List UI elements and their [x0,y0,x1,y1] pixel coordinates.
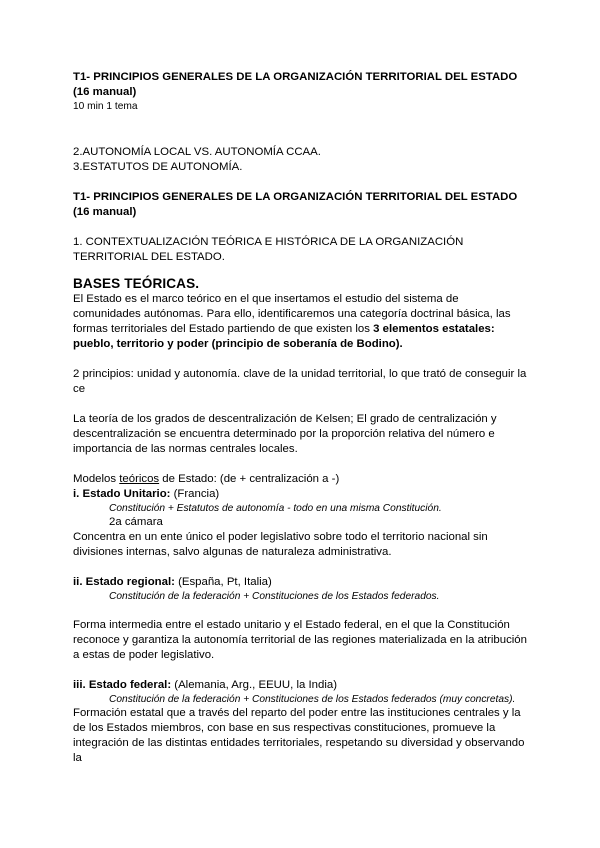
document-title: T1- PRINCIPIOS GENERALES DE LA ORGANIZACIÓN TERRITORIAL DEL ESTADO (16 manual) [73,71,518,98]
model-regional-formula: Constitución de la federación + Constituciones de los Estados federados. [109,591,440,602]
model-regional-label: ii. Estado regional: (España, Pt, Italia) [73,576,272,588]
model-federal-label: iii. Estado federal: (Alemania, Arg., EEUU, la India) [73,679,337,691]
toc-item-3: 3.ESTATUTOS DE AUTONOMÍA. [73,161,243,173]
bases-paragraph-2: 2 principios: unidad y autonomía. clave de la unidad territorial, lo que trató de conseguir la ce [73,368,527,395]
model-federal-description: Formación estatal que a través del reparto del poder entre las instituciones centrales y la de los Estados miembros, con base en sus respectivas constituciones, promueve la integración de las distintas entidades territoriales, respetando su diversidad y observando la [73,707,525,764]
bases-paragraph-3: La teoría de los grados de descentralización de Kelsen; El grado de centralización y descentralización se encuentra determinado por la proporción relativa del número e importancia de las normas centrales locales. [73,413,497,455]
model-regional-description: Forma intermedia entre el estado unitario y el Estado federal, en el que la Constitución reconoce y garantiza la autonomía territorial de las regiones materializada en la atribución a estas de poder legislativo. [73,619,527,661]
models-intro: Modelos teóricos de Estado: (de + centralización a -) [73,473,340,485]
section-title: T1- PRINCIPIOS GENERALES DE LA ORGANIZACIÓN TERRITORIAL DEL ESTADO (16 manual) [73,191,518,218]
section-1-heading: 1. CONTEXTUALIZACIÓN TEÓRICA E HISTÓRICA DE LA ORGANIZACIÓN TERRITORIAL DEL ESTADO. [73,236,464,263]
model-unitario-label: i. Estado Unitario: (Francia) [73,488,220,500]
document-page [73,70,529,766]
model-unitario-extra: 2a cámara [109,516,163,528]
document-meta: 10 min 1 tema [73,101,138,112]
model-unitario-formula: Constitución + Estatutos de autonomía - todo en una misma Constitución. [109,503,442,514]
toc-item-2: 2.AUTONOMÍA LOCAL VS. AUTONOMÍA CCAA. [73,146,321,158]
model-unitario-description: Concentra en un ente único el poder legislativo sobre todo el territorio nacional sin divisiones internas, salvo algunas de naturaleza administrativa. [73,531,488,558]
bases-heading: BASES TEÓRICAS. [73,276,200,291]
model-federal-formula: Constitución de la federación + Constituciones de los Estados federados (muy concretas). [109,694,516,705]
bases-paragraph-1: El Estado es el marco teórico en el que insertamos el estudio del sistema de comunidades autónomas. Para ello, identificaremos una categoría doctrinal básica, las formas territoriales del Estado partiendo de que existen los 3 elementos estatales: pueblo, territorio y poder (principio de soberanía de Bodino). [73,293,511,350]
